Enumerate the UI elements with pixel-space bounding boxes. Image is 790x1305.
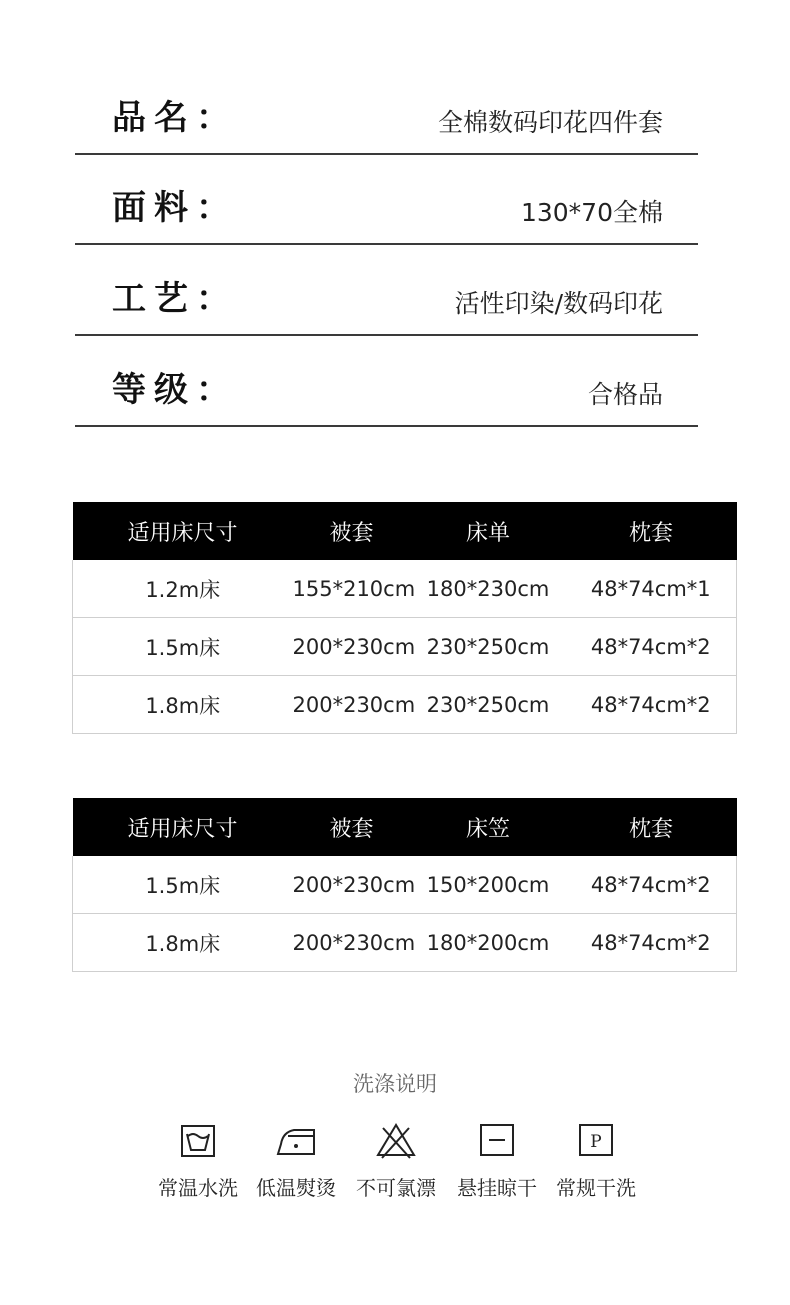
table-row	[73, 856, 737, 914]
table-header-cell: 被套	[293, 798, 411, 856]
table-cell: 48*74cm*2	[566, 914, 737, 972]
table-cell: 1.8m床	[73, 676, 293, 734]
spec-row-craft	[75, 246, 698, 336]
table-cell: 48*74cm*2	[566, 856, 737, 914]
spec-value: 全棉数码印花四件套	[437, 108, 663, 137]
spec-value: 活性印染/数码印花	[454, 289, 663, 318]
spec-label: 等级：	[112, 370, 238, 410]
care-label: 常温水洗	[158, 1176, 238, 1200]
wash-basin-icon	[176, 1120, 220, 1160]
table-cell: 1.8m床	[73, 914, 293, 972]
hang-dry-icon	[475, 1120, 519, 1160]
table-cell: 48*74cm*2	[566, 676, 737, 734]
table-cell: 230*250cm	[411, 676, 566, 734]
care-label: 悬挂晾干	[457, 1176, 537, 1200]
table-cell: 1.2m床	[73, 560, 293, 618]
care-item-dry-clean	[546, 1120, 646, 1201]
table-header-cell: 床单	[411, 502, 566, 560]
table-header-cell: 适用床尺寸	[73, 798, 293, 856]
table-cell: 180*230cm	[426, 576, 550, 601]
spec-value: 合格品	[587, 380, 663, 409]
care-label: 常规干洗	[556, 1176, 636, 1200]
care-item-wash	[148, 1120, 248, 1201]
care-item-iron	[246, 1120, 346, 1201]
table-header-row	[73, 502, 737, 560]
table-header-cell: 床笠	[411, 798, 566, 856]
table-row	[73, 676, 737, 734]
spec-value: 130*70全棉	[520, 198, 663, 227]
care-label: 低温熨烫	[256, 1176, 336, 1200]
table-cell: 1.5m床	[73, 618, 293, 676]
spec-row-product-name	[75, 65, 698, 155]
table-cell: 48*74cm*2	[566, 618, 737, 676]
spec-label: 面料：	[112, 188, 238, 228]
care-title: 洗涤说明	[353, 1072, 437, 1096]
spec-row-fabric	[75, 155, 698, 245]
table-cell: 1.5m床	[73, 856, 293, 914]
iron-icon	[274, 1120, 318, 1160]
table-header-cell: 被套	[293, 502, 411, 560]
spec-label: 品名：	[112, 98, 238, 138]
care-label: 不可氯漂	[356, 1176, 436, 1200]
care-item-hang-dry	[447, 1120, 547, 1201]
care-item-bleach	[346, 1120, 446, 1201]
table-row	[73, 914, 737, 972]
table-cell: 200*230cm	[292, 872, 416, 897]
table-row	[73, 618, 737, 676]
table-cell: 200*230cm	[293, 676, 411, 734]
dry-clean-icon	[574, 1120, 618, 1160]
spec-row-grade	[75, 337, 698, 427]
size-table-flat-sheet	[72, 502, 737, 734]
table-header-row	[73, 798, 737, 856]
table-header-cell: 枕套	[566, 798, 737, 856]
table-cell: 230*250cm	[411, 618, 566, 676]
table-header-cell: 适用床尺寸	[73, 502, 293, 560]
dry-clean-glyph: P	[590, 1132, 602, 1152]
table-cell: 155*210cm	[292, 576, 416, 601]
table-cell: 200*230cm	[293, 914, 411, 972]
spec-label: 工艺：	[112, 279, 238, 319]
table-cell: 48*74cm*1	[566, 560, 737, 618]
no-bleach-icon	[374, 1120, 418, 1160]
table-cell: 200*230cm	[293, 618, 411, 676]
table-header-cell: 枕套	[566, 502, 737, 560]
table-cell: 150*200cm	[426, 872, 550, 897]
table-cell: 180*200cm	[411, 914, 566, 972]
table-row	[73, 560, 737, 618]
size-table-fitted-sheet	[72, 798, 737, 972]
